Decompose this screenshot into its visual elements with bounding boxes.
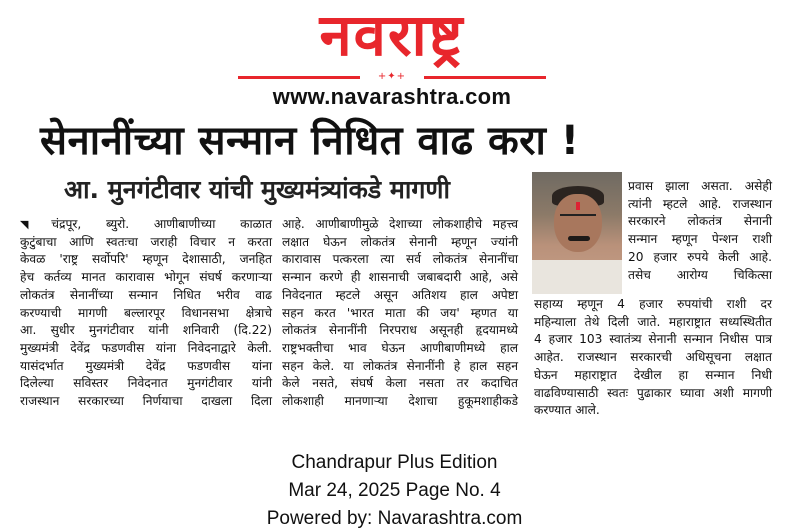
article-line: यासंदर्भात मुख्यमंत्री देवेंद्र फडणवीस यांना xyxy=(20,358,272,373)
masthead-url[interactable]: www.navarashtra.com xyxy=(272,84,512,109)
dateline-arrow-icon: ◥ xyxy=(20,218,50,231)
article-line: निवेदनात म्हटले असून अतिशय हाल अपेष्टा xyxy=(282,287,518,302)
article-line: सन्मान म्हणून पेन्शन राशी xyxy=(628,232,772,247)
article-line: केले नसते, संघर्ष केला नसता तर कदाचित xyxy=(282,376,518,391)
article-line: लोकतंत्र सेनानींच्या सन्मान निधित भरीव वाढ xyxy=(20,287,272,302)
article-line: करण्यात आले. xyxy=(534,403,600,418)
article-line: राष्ट्रभक्तीचा भाव घेऊन आणीबाणीमध्ये हाल xyxy=(282,340,518,355)
article-line: हेच कर्तव्य मानत कारावास भोगून संघर्ष करणाऱ्या xyxy=(20,270,272,285)
article-line: सहन करत 'भारत माता की जय' म्हणत या xyxy=(282,305,518,320)
article-line: ◥ चंद्रपूर, ब्युरो. आणीबाणीच्या काळात xyxy=(20,217,272,231)
article-line: त्यांनी म्हटले आहे. राजस्थान xyxy=(628,196,772,211)
article-column-1 xyxy=(20,216,272,411)
article-line: राजस्थान सरकारच्या निर्णयाचा दाखला दिला xyxy=(20,394,272,409)
article-line: लोकशाही मानणाऱ्या देशाचा हुकूमशाहीकडे xyxy=(282,394,518,409)
politician-photo xyxy=(532,172,622,294)
logo-divider-ornament: +✦+ xyxy=(360,72,424,82)
article-line: आहेत. राजस्थान सरकारची अधिसूचना लक्षात xyxy=(534,350,772,365)
article-column-2 xyxy=(282,216,518,411)
article-line: लोकतंत्र सेनानींनी निरपराध असूनही हृदयामध्ये xyxy=(282,323,518,338)
article-line: करण्याची मागणी बल्लारपूर विधानसभा क्षेत्राचे xyxy=(20,305,272,320)
article-line: आहे. आणीबाणीमुळे देशाच्या लोकशाहीचे महत्त्व xyxy=(282,217,518,231)
article-line: 20 हजार रुपये केली आहे. xyxy=(628,249,772,264)
article-subheadline: आ. मुनगंटीवार यांची मुख्यमंत्र्यांकडे मागणी xyxy=(64,175,450,204)
photo-shirt xyxy=(532,260,622,294)
article-line: वाढविण्यासाठी स्वतः पुढाकार घ्यावा अशी मागणी xyxy=(534,385,772,400)
article-line: सरकारने लोकतंत्र सेनानी xyxy=(628,214,772,229)
article-line: तसेच आरोग्य चिकित्सा xyxy=(628,267,772,282)
article-column-3-top xyxy=(628,178,772,284)
article-line: घेऊन महाराष्ट्रात देखील हा सन्मान निधी xyxy=(534,367,772,382)
article-line: कुटुंबाचा आणि स्वतःचा जराही विचार न करता xyxy=(20,234,272,249)
article-column-3-bottom xyxy=(534,296,772,420)
date-page-label: Mar 24, 2025 Page No. 4 xyxy=(288,480,501,501)
article-line: सहन केले. या लोकतंत्र सेनानींनी हे हाल सहन xyxy=(282,358,518,373)
edition-label: Chandrapur Plus Edition xyxy=(291,452,498,473)
navarashtra-logo: नवराष्ट्र xyxy=(319,1,465,69)
article-line: कारावास पत्करला त्या सर्व लोकतंत्र सेनानींचा xyxy=(282,252,518,267)
article-headline: सेनानींच्या सन्मान निधित वाढ करा ! xyxy=(40,118,580,164)
powered-by-label: Powered by: Navarashtra.com xyxy=(266,508,523,529)
article-line: सहाय्य म्हणून 4 हजार रुपयांची राशी दर xyxy=(534,297,772,311)
article-line: सन्मान करणे ही शासनाची जबाबदारी आहे, असे xyxy=(282,270,518,285)
article-line: मुख्यमंत्री देवेंद्र फडणवीस यांना निवेदनाद्वारे केली. xyxy=(20,340,272,355)
newspaper-masthead xyxy=(232,1,552,110)
article-line: लक्षात घेऊन लोकतंत्र सेनानी म्हणून ज्यांनी xyxy=(282,234,518,249)
article-line: महिन्याला तेथे दिली जाते. महाराष्ट्रात सध्यस्थितीत xyxy=(534,314,772,329)
photo-glasses xyxy=(560,214,596,224)
photo-mustache xyxy=(568,236,590,241)
photo-tilak xyxy=(576,202,580,210)
article-line: 4 हजार 103 स्वातंत्र्य सेनानी सन्मान निधीस पात्र xyxy=(534,332,772,347)
article-line: दिलेल्या सविस्तर निवेदनात मुनगंटीवार यांनी xyxy=(20,376,272,391)
article-line: प्रवास झाला असता. असेही xyxy=(628,179,772,193)
article-line: आ. सुधीर मुनगंटीवार यांनी शनिवारी (दि.22) xyxy=(20,323,272,338)
article-line: केवळ 'राष्ट्र सर्वोपरि' म्हणून देशासाठी, जनहित xyxy=(20,252,272,267)
